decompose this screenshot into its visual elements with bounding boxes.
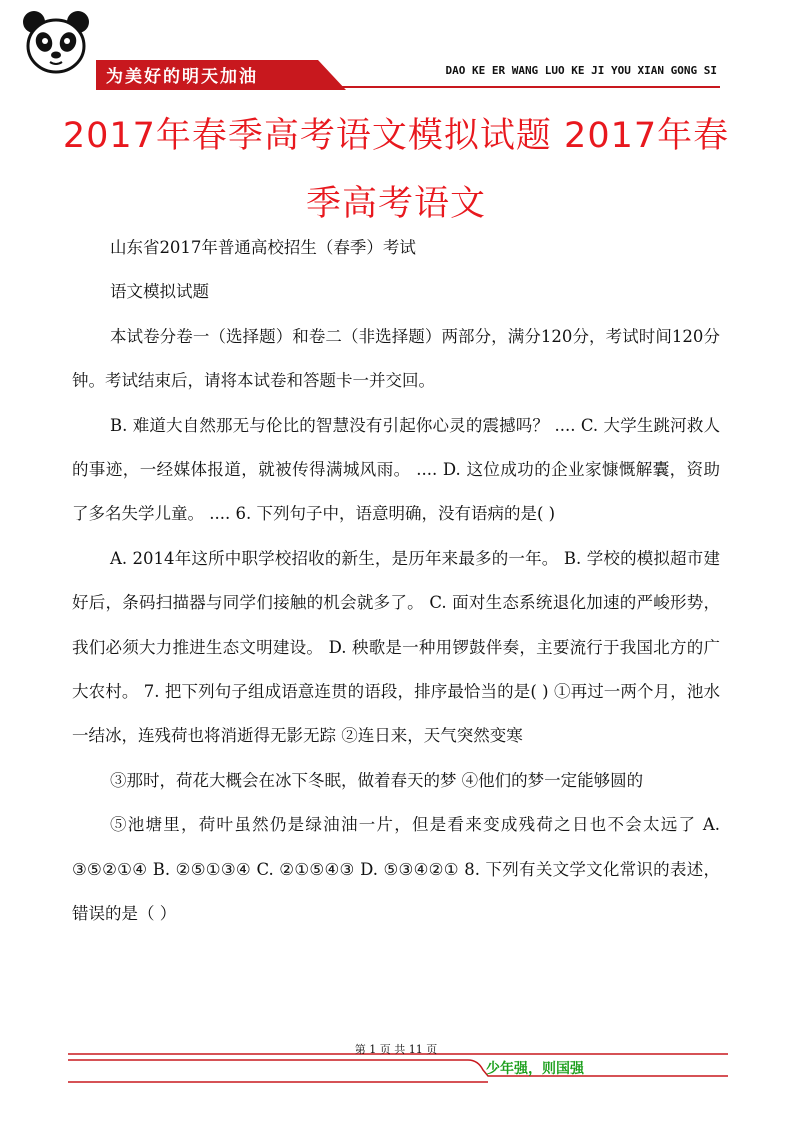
document-title: 2017年春季高考语文模拟试题 2017年春季高考语文	[62, 116, 730, 224]
paragraph: 语文模拟试题	[109, 282, 209, 302]
paragraph: ⑤池塘里，荷叶虽然仍是绿油油一片，但是看来变成残荷之日也不会太远了 A. ③⑤②①④ B. ②⑤①③④ C. ②①⑤④③ D. ⑤③④②① 8. 下列有关文学文化常识的表述，错误的是（ ）	[72, 815, 720, 924]
page-number: 第 1 页 共 11 页	[354, 1043, 438, 1056]
paragraph: ③那时，荷花大概会在冰下冬眠，做着春天的梦 ④他们的梦一定能够圆的	[109, 770, 644, 790]
footer-motto: 少年强，则国强	[486, 1061, 584, 1077]
banner-slogan: 为美好的明天加油	[106, 67, 258, 87]
document-body	[72, 226, 720, 937]
panda-icon	[20, 8, 92, 80]
paragraph: 本试卷分卷一（选择题）和卷二（非选择题）两部分，满分120分，考试时间120分钟。考试结束后，请将本试卷和答题卡一并交回。	[72, 326, 720, 391]
paragraph: B. 难道大自然那无与伦比的智慧没有引起你心灵的震撼吗？ .... C. 大学生跳河救人的事迹，一经媒体报道，就被传得满城风雨。 .... D. 这位成功的企业家慷慨解囊，资助了多名失学儿童。 .... 6. 下列句子中，语意明确，没有语病的是( )	[72, 415, 720, 524]
company-pinyin: DAO KE ER WANG LUO KE JI YOU XIAN GONG SI	[445, 64, 717, 77]
paragraph: 山东省2017年普通高校招生（春季）考试	[109, 238, 416, 257]
paragraph: A. 2014年这所中职学校招收的新生，是历年来最多的一年。 B. 学校的模拟超市建好后，条码扫描器与同学们接触的机会就多了。 C. 面对生态系统退化加速的严峻形势，我们必须大力推进生态文明建设。 D. 秧歌是一种用锣鼓伴奏，主要流行于我国北方的广大农村。 7. 把下列句子组成语意连贯的语段，排序最恰当的是( ) ①再过一两个月，池水一结冰，连残荷也将消逝得无影无踪 ②连日来，天气突然变寒	[72, 548, 720, 746]
header-rule	[330, 86, 720, 88]
